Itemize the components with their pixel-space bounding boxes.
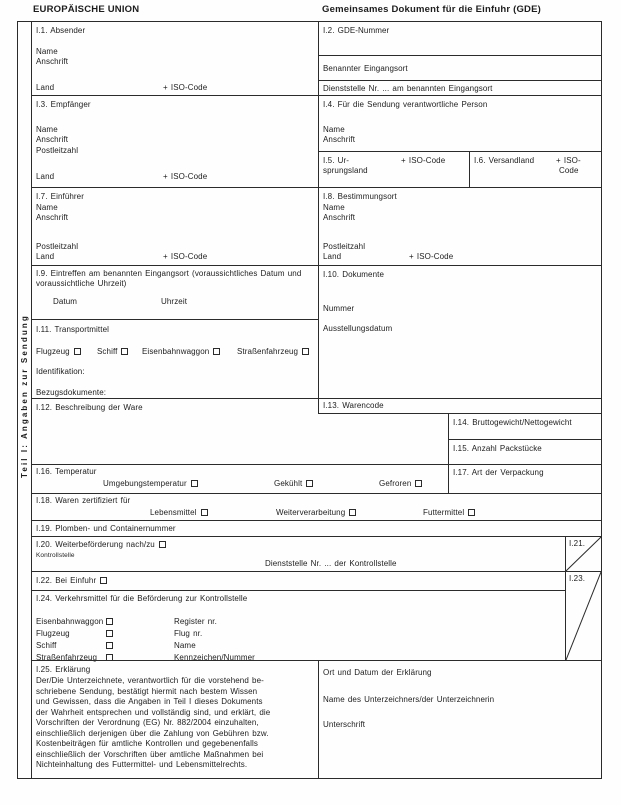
i25-line: der Wahrheit entsprechen und vollständig sind, und erklärt, die bbox=[36, 707, 271, 717]
i7-anschrift-label: Anschrift bbox=[36, 213, 69, 222]
i2-eingangsort-box bbox=[319, 55, 601, 80]
row-i9-i10-i11 bbox=[32, 265, 601, 398]
i20-dienststelle-label: Dienststelle Nr. ... der Kontrollstelle bbox=[265, 559, 397, 568]
document-title: Gemeinsames Dokument für die Einfuhr (GDE) bbox=[322, 4, 542, 15]
row-i12-i13-i14-i15 bbox=[32, 398, 601, 464]
i18-futtermittel-checkbox bbox=[468, 509, 475, 516]
field-i5-ursprungsland bbox=[319, 152, 469, 188]
i18-option-weiterverarbeitung bbox=[276, 508, 356, 518]
i1-iso-label: + ISO-Code bbox=[163, 83, 208, 92]
i18-option-lebensmittel bbox=[150, 508, 208, 518]
row-i20-i21 bbox=[32, 536, 601, 571]
i24-strassenfahrzeug-label: Straßenfahrzeug bbox=[36, 653, 98, 662]
i25-declaration-text bbox=[36, 676, 315, 771]
i11-option-schiff bbox=[97, 347, 128, 357]
i1-title: I.1. Absender bbox=[36, 26, 86, 35]
i18-futtermittel-label: Futtermittel bbox=[423, 508, 465, 517]
i11-option-eisenbahnwaggon bbox=[142, 347, 220, 357]
i24-eisenbahnwaggon-label: Eisenbahnwaggon bbox=[36, 617, 104, 626]
row-i1-i2 bbox=[32, 22, 601, 95]
i11-schiff-checkbox bbox=[121, 348, 128, 355]
i18-title: I.18. Waren zertifiziert für bbox=[36, 496, 131, 505]
col-i22-i24 bbox=[32, 572, 565, 660]
field-i24-verkehrsmittel bbox=[32, 591, 565, 661]
i20-checkbox bbox=[159, 541, 166, 548]
i18-lebensmittel-label: Lebensmittel bbox=[150, 508, 197, 517]
i7-title: I.7. Einführer bbox=[36, 192, 85, 201]
field-i10-dokumente bbox=[318, 266, 601, 398]
i10-nummer-label: Nummer bbox=[323, 304, 355, 313]
i11-identifikation-label: Identifikation: bbox=[36, 367, 85, 376]
i25-ort-datum-label: Ort und Datum der Erklärung bbox=[323, 668, 432, 677]
i11-bezugsdokumente-label: Bezugsdokumente: bbox=[36, 388, 107, 397]
form-table bbox=[17, 21, 602, 779]
i18-option-futtermittel bbox=[423, 508, 475, 518]
i11-strassenfahrzeug-checkbox bbox=[302, 348, 309, 355]
field-i14-gewicht bbox=[448, 414, 601, 440]
field-i3-empfaenger bbox=[32, 96, 318, 187]
i22-title: I.22. Bei Einfuhr bbox=[36, 576, 97, 585]
i7-postleitzahl-label: Postleitzahl bbox=[36, 242, 79, 251]
i11-eisenbahnwaggon-label: Eisenbahnwaggon bbox=[142, 347, 210, 356]
col-i9-i11 bbox=[32, 266, 318, 398]
i9-uhrzeit-label: Uhrzeit bbox=[161, 297, 188, 306]
i24-register-label: Register nr. bbox=[174, 617, 217, 626]
i24-flugnr-label: Flug nr. bbox=[174, 629, 203, 638]
i16-title: I.16. Temperatur bbox=[36, 467, 97, 476]
field-i6-versandland bbox=[469, 152, 601, 188]
eu-header: EUROPÄISCHE UNION bbox=[33, 4, 140, 15]
i25-line: Kostenbeiträgen für amtliche Kontrollen und gegebenenfalls bbox=[36, 739, 258, 749]
i6-iso-line1: + ISO- bbox=[556, 156, 581, 165]
i25-line: einschließlich der Vorschriften über amtliche Maßnahmen bei bbox=[36, 749, 264, 759]
i1-anschrift-label: Anschrift bbox=[36, 57, 69, 66]
field-i17-verpackung bbox=[448, 465, 601, 493]
i11-strassenfahrzeug-label: Straßenfahrzeug bbox=[237, 347, 299, 356]
i11-flugzeug-checkbox bbox=[74, 348, 81, 355]
i13-title: I.13. Warencode bbox=[323, 401, 384, 410]
part1-sidebar bbox=[18, 22, 32, 778]
i24-kennzeichen-label: Kennzeichen/Nummer bbox=[174, 653, 255, 662]
i10-ausstellungsdatum-label: Ausstellungsdatum bbox=[323, 324, 393, 333]
field-i25-erklaerung bbox=[32, 661, 318, 778]
i16-option-umgebungstemperatur bbox=[103, 479, 198, 489]
i25-line: schriebene Sendung, bestätigt hiermit nach bestem Wissen bbox=[36, 686, 258, 696]
field-i22-bei-einfuhr bbox=[32, 572, 565, 591]
field-i11-transportmittel bbox=[32, 319, 318, 399]
field-i18-zertifiziert bbox=[32, 494, 601, 520]
i3-title: I.3. Empfänger bbox=[36, 100, 91, 109]
field-i4-verantwortliche-person bbox=[318, 96, 601, 187]
row-i19 bbox=[32, 520, 601, 536]
row-i7-i8 bbox=[32, 187, 601, 265]
i2-dienststelle-box bbox=[319, 80, 601, 95]
field-i2-gde-nummer bbox=[318, 22, 601, 95]
field-i7-einfuehrer bbox=[32, 188, 318, 265]
i20-title: I.20. Weiterbeförderung nach/zu bbox=[36, 540, 155, 549]
row-i25 bbox=[32, 660, 601, 778]
field-i12-beschreibung bbox=[32, 399, 601, 464]
i7-name-label: Name bbox=[36, 203, 58, 212]
i5-title-line1: I.5. Ur- bbox=[323, 156, 350, 165]
i2-eingangsort-label: Benannter Eingangsort bbox=[323, 64, 408, 73]
i11-flugzeug-label: Flugzeug bbox=[36, 347, 70, 356]
i9-datum-label: Datum bbox=[53, 297, 78, 306]
i16-gefroren-checkbox bbox=[415, 480, 422, 487]
i17-title: I.17. Art der Verpackung bbox=[453, 468, 544, 477]
i2-title: I.2. GDE-Nummer bbox=[323, 26, 390, 35]
i8-name-label: Name bbox=[323, 203, 345, 212]
i3-iso-label: + ISO-Code bbox=[163, 172, 208, 181]
field-i25-signature-block bbox=[318, 661, 601, 778]
i24-title: I.24. Verkehrsmittel für die Beförderung zur Kontrollstelle bbox=[36, 594, 248, 603]
field-i1-absender bbox=[32, 22, 318, 95]
i12-title: I.12. Beschreibung der Ware bbox=[36, 403, 143, 412]
i4-title: I.4. Für die Sendung verantwortliche Person bbox=[323, 100, 488, 109]
i16-umgebungstemperatur-label: Umgebungstemperatur bbox=[103, 479, 187, 488]
i18-weiterverarbeitung-label: Weiterverarbeitung bbox=[276, 508, 346, 517]
i23-title: I.23. bbox=[569, 574, 586, 583]
i25-line: Nichteinhaltung des Futtermittel- und Lebensmittelrechts. bbox=[36, 760, 248, 770]
field-i16-temperatur bbox=[32, 465, 448, 493]
i8-anschrift-label: Anschrift bbox=[323, 213, 356, 222]
i25-title: I.25. Erklärung bbox=[36, 665, 91, 674]
i4-box bbox=[319, 96, 601, 151]
i10-title: I.10. Dokumente bbox=[323, 270, 384, 279]
i1-land-label: Land bbox=[36, 83, 55, 92]
i25-line: Vorschriften der Verordnung (EG) Nr. 882/2004 einzuhalten, bbox=[36, 718, 259, 728]
field-i23-crossed bbox=[565, 572, 601, 660]
i18-weiterverarbeitung-checkbox bbox=[349, 509, 356, 516]
i24-schiffname-label: Name bbox=[174, 641, 196, 650]
i24-flugzeug-label: Flugzeug bbox=[36, 629, 70, 638]
i25-line: einschließlich derjenigen über die Zahlung von Gebühren bzw. bbox=[36, 728, 269, 738]
i11-title: I.11. Transportmittel bbox=[36, 325, 110, 334]
i20-kontrollstelle-label: Kontrollstelle bbox=[36, 552, 75, 559]
i11-schiff-label: Schiff bbox=[97, 347, 118, 356]
i18-lebensmittel-checkbox bbox=[201, 509, 208, 516]
i5-iso-label: + ISO-Code bbox=[401, 156, 446, 165]
i3-anschrift-label: Anschrift bbox=[36, 135, 69, 144]
i25-line: und Gewissen, dass die Angaben in Teil I dieses Dokuments bbox=[36, 697, 263, 707]
i16-gekuehlt-label: Gekühlt bbox=[274, 479, 303, 488]
i4-name-label: Name bbox=[323, 125, 345, 134]
i8-postleitzahl-label: Postleitzahl bbox=[323, 242, 366, 251]
field-i21-crossed bbox=[565, 537, 601, 571]
i6-title: I.6. Versandland bbox=[474, 156, 535, 165]
field-i9-eintreffen bbox=[32, 266, 318, 319]
i3-name-label: Name bbox=[36, 125, 58, 134]
i20-title-line bbox=[36, 540, 166, 550]
i15-title: I.15. Anzahl Packstücke bbox=[453, 444, 542, 453]
row-i18 bbox=[32, 493, 601, 520]
i25-line: Der/Die Unterzeichnete, verantwortlich für die vorstehend be- bbox=[36, 676, 264, 685]
row-i5-i6 bbox=[319, 151, 601, 188]
i16-option-gefroren bbox=[379, 479, 422, 489]
field-i15-packstuecke bbox=[448, 440, 601, 465]
i24-schiff-checkbox bbox=[106, 642, 113, 649]
i7-iso-label: + ISO-Code bbox=[163, 252, 208, 261]
field-i20-weiterbefoerderung bbox=[32, 537, 565, 571]
row-i16-i17 bbox=[32, 464, 601, 493]
row-i3-i4-i5-i6 bbox=[32, 95, 601, 187]
i3-land-label: Land bbox=[36, 172, 55, 181]
i24-flugzeug-checkbox bbox=[106, 630, 113, 637]
field-i13-warencode bbox=[318, 399, 601, 414]
i3-postleitzahl-label: Postleitzahl bbox=[36, 146, 79, 155]
i8-land-label: Land bbox=[323, 252, 342, 261]
i16-umgebungstemperatur-checkbox bbox=[191, 480, 198, 487]
field-i19-plomben bbox=[32, 521, 601, 536]
row-i22-i23-i24 bbox=[32, 571, 601, 660]
i2-gde-box bbox=[319, 22, 601, 55]
i21-title: I.21. bbox=[569, 539, 586, 548]
i7-land-label: Land bbox=[36, 252, 55, 261]
i22-title-line bbox=[36, 576, 107, 586]
i25-unterschrift-label: Unterschrift bbox=[323, 720, 366, 729]
i11-option-flugzeug bbox=[36, 347, 81, 357]
i23-diagonal-line bbox=[566, 572, 601, 660]
i2-dienststelle-label: Dienststelle Nr. ... am benannten Eingangsort bbox=[323, 84, 493, 93]
field-i8-bestimmungsort bbox=[318, 188, 601, 265]
i14-title: I.14. Bruttogewicht/Nettogewicht bbox=[453, 418, 572, 427]
i11-option-strassenfahrzeug bbox=[237, 347, 309, 357]
i6-iso-line2: Code bbox=[559, 166, 579, 175]
i24-eisenbahnwaggon-checkbox bbox=[106, 618, 113, 625]
i24-schiff-label: Schiff bbox=[36, 641, 57, 650]
i9-title: I.9. Eintreffen am benannten Eingangsort (voraussichtliches Datum und voraussichtliche Uhrzeit) bbox=[36, 269, 302, 288]
i5-title-line2: sprungsland bbox=[323, 166, 368, 175]
i4-anschrift-label: Anschrift bbox=[323, 135, 356, 144]
i8-title: I.8. Bestimmungsort bbox=[323, 192, 397, 201]
i19-title: I.19. Plomben- und Containernummer bbox=[36, 524, 176, 533]
i25-name-unterzeichner-label: Name des Unterzeichners/der Unterzeichnerin bbox=[323, 695, 495, 704]
i16-gefroren-label: Gefroren bbox=[379, 479, 412, 488]
i16-gekuehlt-checkbox bbox=[306, 480, 313, 487]
i16-option-gekuehlt bbox=[274, 479, 313, 489]
i1-name-label: Name bbox=[36, 47, 58, 56]
form-content bbox=[32, 22, 601, 778]
part1-sidebar-label: Teil I: Angaben zur Sendung bbox=[20, 314, 29, 478]
i22-checkbox bbox=[100, 577, 107, 584]
i11-eisenbahnwaggon-checkbox bbox=[213, 348, 220, 355]
i8-iso-label: + ISO-Code bbox=[409, 252, 454, 261]
